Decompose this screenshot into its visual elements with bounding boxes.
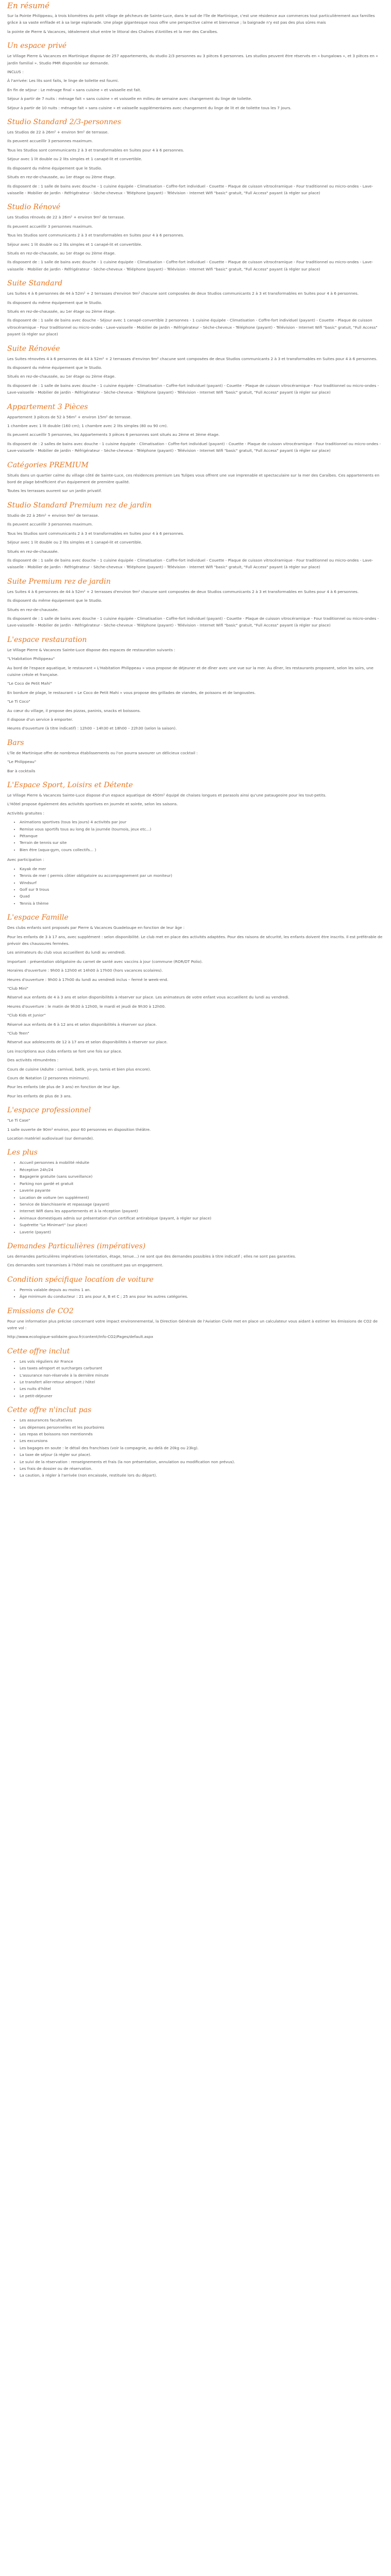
studio-standard-line: Ils disposent du même équipement que le Studio.	[7, 165, 103, 171]
list-item: • Les nuits d'hôtel	[20, 1385, 384, 1392]
list-item: • Accueil personnes à mobilité réduite	[20, 1159, 384, 1166]
studio-premium-line: Tous les Studios sont communicants 2 à 3 et transformables en Suites pour 4 à 6 personnes.	[7, 531, 184, 536]
list-item: • Service de blanchisserie et repassage (payant)	[20, 1201, 384, 1208]
list-item: • Les excursions	[20, 1437, 384, 1444]
private-space-line: En fin de séjour : Le ménage final « sans cuisine » et vaisselle est fait.	[7, 87, 141, 92]
premium-line: Toutes les terrasses ouvrent sur un jardin privatif.	[7, 488, 102, 494]
pro-line: 1 salle ouverte de 90m² environ, pour 60 personnes en disposition théâtre.	[7, 1127, 151, 1132]
suite-standard-section	[7, 279, 384, 337]
suite-standard-line: Les Suites 4 à 6 personnes de 44 à 52m² + 2 terrasses d'environ 9m² chacune sont composées de deux Studios communicants 2 à 3 et transformables en Suites pour 4 à 6 personnes.	[7, 291, 359, 296]
pro-title: L'espace professionnel	[7, 1106, 91, 1115]
extras-list	[7, 1159, 384, 1235]
studio-renove-line: Ils disposent de : 1 salle de bains avec douche - 1 cuisine équipée - Climatisation - Coffre-fort individuel - Couette - Plaque de cuisson vitrocéramique - Four traditionnel ou micro-ondes - Lave-vaisselle - Mobilier de jardin - Réfrigérateur - Sèche-cheveux - Téléphone (payant) - Télévision - Internet Wifi "basic" gratuit, "Full Access" payant (à régler sur place)	[7, 260, 373, 272]
studio-renove-title: Studio Rénové	[7, 203, 61, 212]
restaurant-line: Heures d'ouverture (à titre indicatif) : 12h00 – 14h30 et 18h00 – 22h30 (selon la saison).	[7, 726, 177, 731]
studio-renove-line: Situés en rez-de-chaussée, au 1er étage ou 2ème étage.	[7, 250, 116, 256]
list-item: • Pétanque	[20, 833, 384, 839]
suite-premium-title: Suite Premium rez de jardin	[7, 577, 111, 586]
requests-section	[7, 1242, 384, 1269]
apartment-3-line: Appartement 3 pièces de 52 à 56m² + environ 15m² de terrasse.	[7, 414, 132, 419]
list-item: • Quad	[20, 893, 384, 900]
private-space-line: À l'arrivée: Les lits sont faits, le linge de toilette est fourni.	[7, 78, 119, 83]
premium-section	[7, 461, 384, 495]
requests-line: Les demandes particulières impératives (orientation, étage, tenue...) ne sont que des demandes possibles à titre indicatif ; elles ne sont pas garanties.	[7, 1253, 297, 1259]
family-line: Heures d'ouverture : 9h00 à 17h00 du lundi au vendredi inclus – fermé le week-end.	[7, 977, 169, 982]
offer-includes-list	[7, 1358, 384, 1399]
sport-paid-heading: Avec participation :	[7, 857, 44, 862]
premium-line: Situés dans un quartier calme du village côté de Sainte-Luce, ces résidences premium Les Tulipes vous offrent une vue imprenable et spectaculaire sur la mer des Caraïbes. Ces appartements en bord de plage bénéficient d'un équipement de première qualité.	[7, 472, 380, 485]
offer-includes-section	[7, 1347, 384, 1399]
list-item: • Les dépenses personnelles et les pourboires	[20, 1424, 384, 1431]
studio-standard-section	[7, 117, 384, 196]
restaurant-title: L'espace restauration	[7, 635, 87, 644]
offer-excludes-list	[7, 1417, 384, 1479]
co2-line: Pour une information plus précise concernant votre impact environnemental, la Direction Générale de l'Aviation Civile met en place un calculateur vous aidant à estimer les émissions de CO2 de votre vol :	[7, 1318, 378, 1330]
offer-excludes-section	[7, 1405, 384, 1479]
suite-standard-title: Suite Standard	[7, 279, 62, 288]
private-space-title: Un espace privé	[7, 42, 67, 50]
family-line: Cours de cuisine (Adulte : carnival, batik, yo-yo, tamis et bien plus encore).	[7, 1066, 151, 1072]
list-item: • Kayak de mer	[20, 866, 384, 872]
suite-premium-line: Les Suites 4 à 6 personnes de 44 à 52m² + 2 terrasses d'environ 9m² chacune sont composées de deux Studios communicants 2 à 3 et transformables en Suites pour 4 à 6 personnes.	[7, 589, 359, 594]
sport-free-list	[7, 819, 384, 853]
family-line: Pour les enfants de plus de 3 ans.	[7, 1093, 72, 1098]
private-space-section	[7, 41, 384, 111]
intro-line: Sur la Pointe Philippeau, à trois kilomètres du petit village de pêcheurs de Sainte-Luce, dans le sud de l'île de Martinique, c'est une résidence aux commerces tout particulièrement aux familles grâce à sa vaste enfilade et à sa large esplanade. Une plage gigantesque nous offre une perspective calme et bienvenue ; la baignade n'y est pas des plus sûres mais	[7, 13, 375, 25]
suite-premium-section	[7, 577, 384, 629]
family-line: Les inscriptions aux clubs enfants se font une fois sur place.	[7, 1048, 122, 1054]
studio-premium-line: Ils disposent de : 1 salle de bains avec douche - 1 cuisine équipée - Climatisation - Coffre-fort individuel - Couette - Plaque de cuisson vitrocéramique - Four traditionnel ou micro-ondes - Lave-vaisselle - Mobilier de jardin - Réfrigérateur - Sèche-cheveux - Téléphone (payant) - Télévision - Internet Wifi "basic" gratuit, "Full Access" payant (à régler sur place)	[7, 557, 373, 570]
list-item: • Animaux domestiques admis sur présentation d'un certificat antirabique (payant, à régler sur place)	[20, 1215, 384, 1222]
list-item: • La taxe de séjour (à régler sur place).	[20, 1451, 384, 1458]
list-item: • Windsurf	[20, 879, 384, 886]
studio-standard-line: Ils disposent de : 1 salle de bains avec douche - 1 cuisine équipée - Climatisation - Coffre-fort individuel - Couette - Plaque de cuisson vitrocéramique - Four traditionnel ou micro-ondes - Lave-vaisselle - Mobilier de jardin - Réfrigérateur - Sèche-cheveux - Téléphone (payant) - Télévision - Internet Wifi "basic" gratuit, "Full Access" payant (à régler sur place)	[7, 183, 373, 195]
family-title: L'espace Famille	[7, 913, 69, 922]
studio-standard-line: Tous les Studios sont communicants 2 à 3 et transformables en Suites pour 4 à 6 personnes.	[7, 147, 184, 152]
requests-line: Ces demandes sont transmises à l'hôtel mais ne constituent pas un engagement.	[7, 1263, 164, 1268]
requests-title: Demandes Particulières (impératives)	[7, 1242, 146, 1250]
list-item: • Les assurances facultatives	[20, 1417, 384, 1423]
studio-standard-line: Ils peuvent accueillir 3 personnes maximum.	[7, 139, 93, 144]
apartment-3-line: Ils peuvent accueillir 5 personnes, les Appartements 3 pièces 6 personnes sont situés au 2ème et 3ème étage.	[7, 432, 220, 437]
studio-renove-section	[7, 202, 384, 273]
studio-standard-line: Situés en rez-de-chaussée, au 1er étage ou 2ème étage.	[7, 175, 116, 180]
restaurant-line: "Le Coco de Petit Mahi"	[7, 681, 52, 686]
intro-line: la pointe de Pierre & Vacances, idéalement situé entre le littoral des Chaînes d'Antilles et la mer des Caraïbes.	[7, 29, 218, 34]
suite-standard-line: Ils disposent du même équipement que le Studio.	[7, 300, 103, 305]
private-space-line: Séjour à partir de 7 nuits : ménage fait « sans cuisine » et vaisselle en milieu de semaine avec changement du linge de toilette.	[7, 96, 252, 101]
list-item: • Tennis à thème	[20, 900, 384, 907]
sport-paid-list	[7, 866, 384, 907]
list-item: • Tennis de mer ( permis côtier obligatoire ou accompagnement par un moniteur)	[20, 872, 384, 879]
studio-premium-line: Studio de 22 à 26m² + environ 9m² de terrasse.	[7, 513, 99, 518]
apartment-3-title: Appartement 3 Pièces	[7, 402, 88, 411]
private-space-line: INCLUS :	[7, 70, 24, 75]
restaurant-line: Il dispose d'un service à emporter.	[7, 717, 73, 722]
pro-line: Location matériel audiovisuel (sur demande).	[7, 1136, 94, 1141]
family-line: "Club Mini"	[7, 986, 28, 991]
co2-link[interactable]: http://www.ecologique-solidaire.gouv.fr/content/Info-CO2/Pages/default.aspx	[7, 1334, 153, 1340]
studio-premium-title: Studio Standard Premium rez de jardin	[7, 501, 152, 510]
private-space-line: Le Village Pierre & Vacances en Martinique dispose de 257 appartements, du studio 2/3 personnes au 3 pièces 6 personnes. Les studios peuvent être réservés en « bungalows », et 3 pièces en « jardin familial ». Studio PMR disponible sur demande.	[7, 54, 378, 65]
family-line: Réservé aux enfants de 6 à 12 ans et selon disponibilités à réserver sur place.	[7, 1022, 157, 1027]
list-item: • Laverie payante	[20, 1187, 384, 1194]
restaurant-line: Au bord de l'espace aquatique, le restaurant « L'Habitation Philippeau » vous propose de déjeuner et de dîner avec une vue sur la mer. Au dîner, les restaurants proposent, selon les soirs, une cuisine créole et française.	[7, 665, 373, 677]
apartment-3-line: Ils disposent de : 2 salles de bains avec douche - 1 cuisine équipée - Climatisation - Coffre-fort individuel (payant) - Couette - Plaque de cuisson vitrocéramique - Four traditionnel ou micro-ondes - Lave-vaisselle - Mobilier de jardin - Réfrigérateur - Sèche-cheveux - Téléphone (payant) - Télévision - Internet Wifi "basic" gratuit, "Full Access" payant (à régler sur place)	[7, 441, 381, 453]
list-item: • Les taxes aéroport et surcharges carburant	[20, 1365, 384, 1371]
list-item: • Le transfert aller-retour aéroport / hôtel	[20, 1379, 384, 1385]
studio-renove-line: Les Studios rénovés de 22 à 26m² + environ 9m² de terrasse.	[7, 215, 125, 220]
list-item: • Bagagerie gratuite (sans surveillance)	[20, 1173, 384, 1180]
co2-section	[7, 1307, 384, 1341]
studio-premium-line: Ils peuvent accueillir 3 personnes maximum.	[7, 522, 93, 527]
list-item: • Laverie (payant)	[20, 1229, 384, 1235]
family-line: Des clubs enfants sont proposés par Pierre & Vacances Guadeloupe en fonction de leur âge :	[7, 925, 185, 930]
bars-section	[7, 738, 384, 774]
intro-section	[7, 1, 384, 35]
suite-renovee-line: Situés en rez-de-chaussée, au 1er étage ou 2ème étage.	[7, 374, 116, 379]
family-line: Réservé aux enfants de 4 à 3 ans et selon disponibilités à réserver sur place. Les animateurs de votre enfant vous accueillent du lundi au vendredi.	[7, 995, 289, 1000]
family-line: "Club Teen"	[7, 1031, 29, 1036]
family-section	[7, 913, 384, 1099]
bars-title: Bars	[7, 738, 24, 747]
list-item: • Réception 24h/24	[20, 1166, 384, 1173]
suite-renovee-title: Suite Rénovée	[7, 344, 60, 353]
restaurant-line: Le Village Pierre & Vacances Sainte-Luce dispose des espaces de restauration suivants :	[7, 647, 175, 652]
list-item: • Remise vous sportifs tous au long de la journée (tournois, jeux etc...)	[20, 826, 384, 833]
list-item: • Internet Wifi dans les appartements et à la réception (payant)	[20, 1208, 384, 1214]
studio-renove-line: Tous les Studios sont communicants 2 à 3 et transformables en Suites pour 4 à 6 personnes.	[7, 233, 184, 238]
private-space-line: Séjour à partir de 10 nuits : ménage fait « sans cuisine » et vaisselle supplémentaires avec changement du linge de lit et de toilette tous les 7 jours.	[7, 105, 291, 110]
car-rental-section	[7, 1275, 384, 1300]
list-item: • Terrain de tennis sur site	[20, 839, 384, 846]
family-line: Cours de Natation (2 personnes minimum).	[7, 1076, 90, 1081]
car-rental-title: Condition spécifique location de voiture	[7, 1275, 154, 1284]
family-line: Des activités rémunérées :	[7, 1058, 59, 1063]
co2-title: Emissions de CO2	[7, 1307, 74, 1315]
list-item: • L'assurance non-réservée à la dernière minute	[20, 1372, 384, 1379]
suite-premium-line: Ils disposent du même équipement que le Studio.	[7, 598, 103, 603]
bars-line: L'île de Martinique offre de nombreux établissements ou l'on pourra savourer un délicieux cocktail :	[7, 750, 198, 755]
premium-title: Catégories PREMIUM	[7, 461, 89, 469]
list-item: • Les frais de dossier ou de réservation.	[20, 1465, 384, 1472]
suite-renovee-line: Les Suites rénovées 4 à 6 personnes de 44 à 52m² + 2 terrasses d'environ 9m² chacune sont composées de deux Studios communicants 2 à 3 et transformables en Suites pour 4 à 6 personnes.	[7, 356, 378, 361]
list-item: • Bien être (aqua-gym, cours collectifs... )	[20, 846, 384, 853]
list-item: • Animations sportives (tous les jours) 4 activités par jour	[20, 819, 384, 825]
list-item: • Âge minimum du conducteur : 21 ans pour A, B et C ; 25 ans pour les autres catégories.	[20, 1293, 384, 1300]
studio-standard-line: Les Studios de 22 à 26m² + environ 9m² de terrasse.	[7, 130, 109, 135]
restaurant-line: Au cœur du village, il propose des pizzas, paninis, snacks et boissons.	[7, 708, 141, 713]
extras-section	[7, 1148, 384, 1235]
apartment-3-section	[7, 402, 384, 454]
restaurant-line: "L'Habitation Philippeau"	[7, 656, 55, 662]
suite-renovee-line: Ils disposent de : 1 salle de bains avec douche - 1 cuisine équipée - Climatisation - Coffre-fort individuel (payant) - Couette - Plaque de cuisson vitrocéramique - Four traditionnel ou micro-ondes - Lave-vaisselle - Mobilier de jardin - Réfrigérateur - Sèche-cheveux - Téléphone (payant) - Télévision - Internet Wifi "basic" gratuit, "Full Access" payant (à régler sur place)	[7, 383, 379, 395]
list-item: • Le petit-déjeuner	[20, 1393, 384, 1399]
family-line: Pour les enfants de 3 à 17 ans, avec supplément : selon disponibilité. Le club met en place des activités adaptées. Pour des raisons de sécurité, les enfants doivent être inscrits. Il est préférable de prévoir des chaussures fermées.	[7, 934, 383, 946]
family-line: "Club Kids et Junior"	[7, 1013, 46, 1018]
list-item: • Parking non gardé et gratuit	[20, 1180, 384, 1187]
studio-premium-line: Séjour avec 1 lit double ou 2 lits simples et 1 canapé-lit et convertible.	[7, 540, 142, 545]
intro-title: En résumé	[7, 1, 50, 10]
offer-includes-title: Cette offre inclut	[7, 1347, 70, 1355]
list-item: • Golf sur 9 trous	[20, 886, 384, 893]
family-line: Important : présentation obligatoire du carnet de santé avec vaccins à jour (commune (ROR/DT Polio).	[7, 959, 203, 964]
list-item: • Les bagages en soute : le détail des franchises (voir la compagnie, au-delà de 20kg ou 23kg).	[20, 1445, 384, 1451]
sport-title: L'Espace Sport, Loisirs et Détente	[7, 781, 133, 790]
offer-excludes-title: Cette offre n'inclut pas	[7, 1406, 92, 1415]
sport-line: L'Hôtel propose également des activités sportives en journée et soirée, selon les saisons.	[7, 802, 178, 807]
apartment-3-line: 1 chambre avec 1 lit double (160 cm); 1 chambre avec 2 lits simples (80 ou 90 cm).	[7, 423, 168, 429]
list-item: • Le suivi de la réservation : renseignements et frais (la non présentation, annulation ou modification non prévus).	[20, 1459, 384, 1465]
restaurant-line: "Le Ti Coco"	[7, 699, 30, 704]
suite-standard-line: Situés en rez-de-chaussée, au 1er étage ou 2ème étage.	[7, 309, 116, 314]
pro-line: "Le Ti Case"	[7, 1118, 30, 1123]
suite-renovee-line: Ils disposent du même équipement que le Studio.	[7, 365, 103, 370]
studio-premium-line: Situés en rez-de-chaussée.	[7, 549, 59, 554]
suite-standard-line: Ils disposent de : 1 salle de bains avec douche - Séjour avec 1 canapé-convertible 2 personnes - 1 cuisine équipée - Climatisation - Coffre-fort individuel (payant) - Couette - Plaque de cuisson vitrocéramique - Four traditionnel ou micro-ondes - Lave-vaisselle - Mobilier de jardin - Réfrigérateur - Sèche-cheveux - Téléphone (payant) - Télévision - Internet Wifi "basic" gratuit, "Full Access" payant (à régler sur place)	[7, 318, 378, 337]
suite-renovee-section	[7, 344, 384, 396]
studio-standard-title: Studio Standard 2/3-personnes	[7, 118, 121, 127]
family-line: Horaires d'ouverture : 9h00 à 12h00 et 14h00 à 17h00 (hors vacances scolaires).	[7, 968, 163, 973]
suite-premium-line: Situés en rez-de-chaussée.	[7, 607, 59, 612]
pro-section	[7, 1106, 384, 1142]
suite-premium-line: Ils disposent de : 1 salle de bains avec douche - 1 cuisine équipée - Climatisation - Coffre-fort individuel (payant) - Couette - Plaque de cuisson vitrocéramique - Four traditionnel ou micro-ondes - Lave-vaisselle - Mobilier de jardin - Réfrigérateur - Sèche-cheveux - Téléphone (payant) - Télévision - Internet Wifi "basic" gratuit, "Full Access" payant (à régler sur place)	[7, 616, 379, 628]
list-item: • Location de voiture (en supplément)	[20, 1194, 384, 1201]
extras-title: Les plus	[7, 1148, 38, 1157]
family-line: Heures d'ouverture : le matin de 9h30 à 12h00, le mardi et jeudi de 9h30 à 12h00.	[7, 1004, 166, 1009]
list-item: • Les vols réguliers Air France	[20, 1358, 384, 1365]
bars-line: "Le Philippeau"	[7, 759, 37, 765]
list-item: • Supérette "Le Minimart" (sur place)	[20, 1222, 384, 1228]
studio-standard-line: Séjour avec 1 lit double ou 2 lits simples et 1 canapé-lit et convertible.	[7, 157, 142, 162]
family-line: Réservé aux adolescents de 12 à 17 ans et selon disponibilités à réserver sur place.	[7, 1040, 168, 1045]
car-rental-list	[7, 1286, 384, 1300]
list-item: • La caution, à régler à l'arrivée (non encaissée, restituée lors du départ).	[20, 1472, 384, 1479]
sport-section	[7, 781, 384, 907]
studio-renove-line: Ils peuvent accueillir 3 personnes maximum.	[7, 224, 93, 229]
restaurant-section	[7, 635, 384, 732]
sport-line: Activités gratuites :	[7, 810, 45, 816]
restaurant-line: En bordure de plage, le restaurant « Le Coco de Petit Mahi » vous propose des grillades de viandes, de poissons et de langoustes.	[7, 690, 256, 695]
family-line: Les animateurs du club vous accueillent du lundi au vendredi.	[7, 950, 126, 955]
studio-renove-line: Séjour avec 1 lit double ou 2 lits simples et 1 canapé-lit et convertible.	[7, 242, 142, 247]
studio-premium-section	[7, 501, 384, 571]
sport-line: Le Village Pierre & Vacances Sainte-Luce dispose d'un espace aquatique de 450m² équipé de chaises longues et parasols ainsi qu'une pataugeoire pour les tout-petits.	[7, 793, 327, 798]
list-item: • Les repas et boissons non mentionnés	[20, 1431, 384, 1437]
family-line: Pour les enfants (de plus de 3 ans) en fonction de leur âge.	[7, 1084, 121, 1090]
bars-line: Bar à cocktails	[7, 768, 36, 773]
list-item: • Permis valable depuis au moins 1 an.	[20, 1286, 384, 1293]
